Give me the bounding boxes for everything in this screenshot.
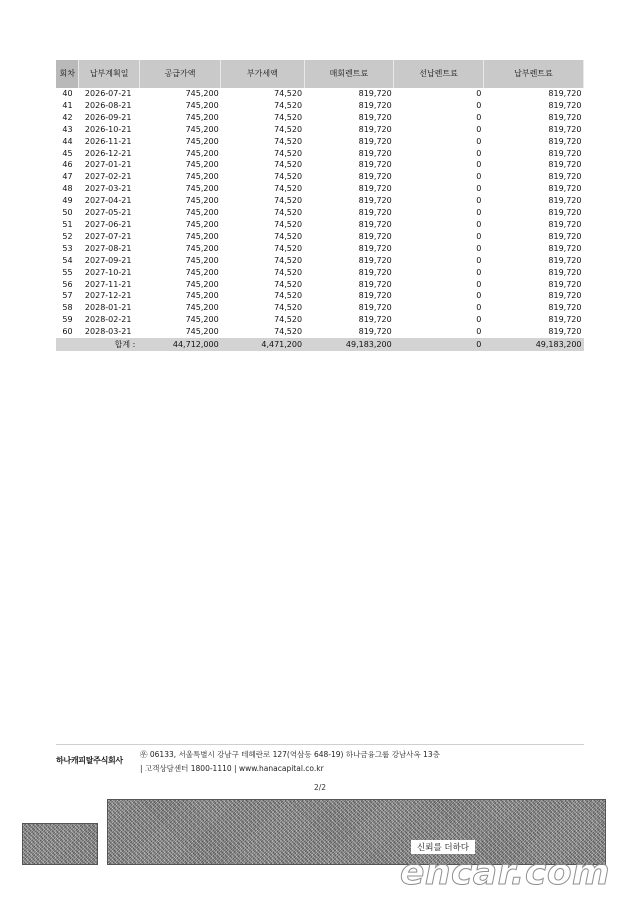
cell-installment: 41 xyxy=(62,100,73,110)
total-prepaid: 0 xyxy=(394,338,484,351)
cell-vat: 74,520 xyxy=(274,124,303,134)
cell-payment: 819,720 xyxy=(548,208,582,218)
cell-due-date: 2027-08-21 xyxy=(84,243,132,253)
cell-installment: 49 xyxy=(62,196,73,206)
cell-prepaid: 0 xyxy=(476,315,482,325)
total-label: 합계 : xyxy=(56,338,139,351)
table-row xyxy=(56,159,584,171)
cell-supply: 745,200 xyxy=(185,89,219,98)
cell-rent: 819,720 xyxy=(358,184,392,194)
cell-due-date: 2027-12-21 xyxy=(84,291,132,301)
cell-payment: 819,720 xyxy=(548,89,582,98)
cell-rent: 819,720 xyxy=(358,327,392,337)
cell-payment: 819,720 xyxy=(548,231,582,241)
cell-due-date: 2028-01-21 xyxy=(84,303,132,313)
cell-payment: 819,720 xyxy=(548,124,582,134)
table-row xyxy=(56,207,584,219)
cell-vat: 74,520 xyxy=(274,291,303,301)
cell-supply: 745,200 xyxy=(185,124,219,134)
cell-rent: 819,720 xyxy=(358,279,392,289)
cell-due-date: 2027-09-21 xyxy=(84,255,132,265)
cell-installment: 58 xyxy=(62,303,73,313)
cell-vat: 74,520 xyxy=(274,267,303,277)
cell-payment: 819,720 xyxy=(548,184,582,194)
cell-payment: 819,720 xyxy=(548,303,582,313)
cell-due-date: 2026-12-21 xyxy=(84,148,132,158)
table-row xyxy=(56,136,584,148)
cell-due-date: 2027-11-21 xyxy=(84,279,132,289)
cell-installment: 60 xyxy=(62,327,73,337)
cell-prepaid: 0 xyxy=(476,148,482,158)
cell-prepaid: 0 xyxy=(476,136,482,146)
cell-rent: 819,720 xyxy=(358,303,392,313)
cell-installment: 53 xyxy=(62,243,73,253)
encar-watermark-logo: encar.com xyxy=(400,852,611,893)
cell-prepaid: 0 xyxy=(476,112,482,122)
cell-due-date: 2026-11-21 xyxy=(84,136,132,146)
cell-payment: 819,720 xyxy=(548,112,582,122)
page-number: 2/2 xyxy=(313,783,327,792)
cell-vat: 74,520 xyxy=(274,327,303,337)
cell-vat: 74,520 xyxy=(274,160,303,170)
cell-supply: 745,200 xyxy=(185,172,219,182)
total-vat: 4,471,200 xyxy=(221,338,304,351)
cell-due-date: 2027-07-21 xyxy=(84,231,132,241)
cell-rent: 819,720 xyxy=(358,112,392,122)
cell-payment: 819,720 xyxy=(548,219,582,229)
cell-payment: 819,720 xyxy=(548,100,582,110)
cell-payment: 819,720 xyxy=(548,148,582,158)
cell-vat: 74,520 xyxy=(274,136,303,146)
cell-due-date: 2026-08-21 xyxy=(84,100,132,110)
cell-payment: 819,720 xyxy=(548,196,582,206)
cell-supply: 745,200 xyxy=(185,160,219,170)
cell-installment: 40 xyxy=(62,89,73,98)
payment-schedule-table xyxy=(56,60,584,351)
cell-rent: 819,720 xyxy=(358,148,392,158)
cell-prepaid: 0 xyxy=(476,172,482,182)
cell-supply: 745,200 xyxy=(185,303,219,313)
cell-due-date: 2028-02-21 xyxy=(84,315,132,325)
cell-prepaid: 0 xyxy=(476,219,482,229)
table-row xyxy=(56,290,584,302)
cell-installment: 56 xyxy=(62,279,73,289)
cell-due-date: 2027-01-21 xyxy=(84,160,132,170)
cell-payment: 819,720 xyxy=(548,291,582,301)
total-supply: 44,712,000 xyxy=(139,338,220,351)
company-name: 하나캐피탈주식회사 xyxy=(56,756,123,765)
cell-rent: 819,720 xyxy=(358,255,392,265)
cell-installment: 46 xyxy=(62,160,73,170)
banner-slogan: 신뢰를 더하다 xyxy=(411,840,475,854)
cell-due-date: 2027-03-21 xyxy=(84,184,132,194)
header-supply-amount: 공급가액 xyxy=(139,60,220,88)
cell-vat: 74,520 xyxy=(274,172,303,182)
cell-rent: 819,720 xyxy=(358,160,392,170)
cell-payment: 819,720 xyxy=(548,327,582,337)
table-row xyxy=(56,183,584,195)
cell-rent: 819,720 xyxy=(358,196,392,206)
cell-installment: 42 xyxy=(62,112,73,122)
cell-installment: 44 xyxy=(62,136,73,146)
table-header-row xyxy=(56,60,584,88)
cell-due-date: 2026-10-21 xyxy=(84,124,132,134)
total-row xyxy=(56,338,584,351)
cell-payment: 819,720 xyxy=(548,279,582,289)
cell-vat: 74,520 xyxy=(274,231,303,241)
cell-rent: 819,720 xyxy=(358,267,392,277)
table-row xyxy=(56,267,584,279)
cell-rent: 819,720 xyxy=(358,124,392,134)
cell-supply: 745,200 xyxy=(185,100,219,110)
cell-supply: 745,200 xyxy=(185,148,219,158)
cell-due-date: 2028-03-21 xyxy=(84,327,132,337)
cell-installment: 47 xyxy=(62,172,73,182)
table-row xyxy=(56,219,584,231)
table-row xyxy=(56,100,584,112)
table-row xyxy=(56,195,584,207)
cell-vat: 74,520 xyxy=(274,243,303,253)
cell-due-date: 2027-05-21 xyxy=(84,208,132,218)
cell-due-date: 2026-09-21 xyxy=(84,112,132,122)
company-address: ㉾ 06133, 서울특별시 강남구 테헤란로 127(역삼동 648-19) 하나금융그룹 강남사옥 13층 xyxy=(140,750,440,759)
cell-vat: 74,520 xyxy=(274,255,303,265)
header-rent-per-installment: 매회렌트료 xyxy=(304,60,394,88)
cell-due-date: 2026-07-21 xyxy=(84,89,132,98)
cell-rent: 819,720 xyxy=(358,243,392,253)
total-rent: 49,183,200 xyxy=(304,338,394,351)
cell-supply: 745,200 xyxy=(185,231,219,241)
cell-rent: 819,720 xyxy=(358,172,392,182)
table-row xyxy=(56,279,584,291)
table-row xyxy=(56,326,584,338)
table-row xyxy=(56,171,584,183)
cell-installment: 51 xyxy=(62,219,73,229)
table-row xyxy=(56,231,584,243)
cell-rent: 819,720 xyxy=(358,136,392,146)
cell-vat: 74,520 xyxy=(274,315,303,325)
cell-payment: 819,720 xyxy=(548,243,582,253)
cell-vat: 74,520 xyxy=(274,196,303,206)
cell-installment: 45 xyxy=(62,148,73,158)
cell-due-date: 2027-02-21 xyxy=(84,172,132,182)
table-row xyxy=(56,243,584,255)
cell-due-date: 2027-06-21 xyxy=(84,219,132,229)
cell-vat: 74,520 xyxy=(274,184,303,194)
cell-installment: 54 xyxy=(62,255,73,265)
cell-supply: 745,200 xyxy=(185,112,219,122)
cell-prepaid: 0 xyxy=(476,267,482,277)
cell-prepaid: 0 xyxy=(476,184,482,194)
cell-prepaid: 0 xyxy=(476,327,482,337)
cell-prepaid: 0 xyxy=(476,89,482,98)
table-row xyxy=(56,255,584,267)
table-body xyxy=(56,88,584,338)
cell-installment: 43 xyxy=(62,124,73,134)
cell-supply: 745,200 xyxy=(185,243,219,253)
cell-installment: 48 xyxy=(62,184,73,194)
cell-prepaid: 0 xyxy=(476,303,482,313)
table-row xyxy=(56,88,584,100)
cell-supply: 745,200 xyxy=(185,315,219,325)
cell-rent: 819,720 xyxy=(358,315,392,325)
redacted-stamp-image xyxy=(22,823,98,865)
company-contact: | 고객상담센터 1800-1110 | www.hanacapital.co.kr xyxy=(140,764,324,773)
cell-vat: 74,520 xyxy=(274,112,303,122)
header-vat: 부가세액 xyxy=(221,60,304,88)
cell-prepaid: 0 xyxy=(476,243,482,253)
header-payment-rent: 납부렌트료 xyxy=(483,60,583,88)
cell-rent: 819,720 xyxy=(358,291,392,301)
cell-installment: 57 xyxy=(62,291,73,301)
table-row xyxy=(56,302,584,314)
cell-prepaid: 0 xyxy=(476,124,482,134)
cell-vat: 74,520 xyxy=(274,303,303,313)
cell-payment: 819,720 xyxy=(548,255,582,265)
cell-supply: 745,200 xyxy=(185,219,219,229)
cell-supply: 745,200 xyxy=(185,327,219,337)
cell-prepaid: 0 xyxy=(476,208,482,218)
cell-vat: 74,520 xyxy=(274,219,303,229)
cell-payment: 819,720 xyxy=(548,315,582,325)
cell-supply: 745,200 xyxy=(185,255,219,265)
table-row xyxy=(56,112,584,124)
cell-supply: 745,200 xyxy=(185,196,219,206)
cell-payment: 819,720 xyxy=(548,136,582,146)
table-row xyxy=(56,314,584,326)
table-row xyxy=(56,124,584,136)
header-due-date: 납부계획일 xyxy=(79,60,139,88)
table-row xyxy=(56,148,584,160)
cell-vat: 74,520 xyxy=(274,148,303,158)
cell-supply: 745,200 xyxy=(185,291,219,301)
cell-rent: 819,720 xyxy=(358,219,392,229)
cell-prepaid: 0 xyxy=(476,160,482,170)
cell-rent: 819,720 xyxy=(358,208,392,218)
cell-due-date: 2027-10-21 xyxy=(84,267,132,277)
cell-prepaid: 0 xyxy=(476,279,482,289)
cell-supply: 745,200 xyxy=(185,184,219,194)
cell-installment: 52 xyxy=(62,231,73,241)
header-installment: 회차 xyxy=(56,60,79,88)
cell-vat: 74,520 xyxy=(274,208,303,218)
cell-supply: 745,200 xyxy=(185,279,219,289)
cell-prepaid: 0 xyxy=(476,255,482,265)
cell-supply: 745,200 xyxy=(185,208,219,218)
footer-divider xyxy=(56,744,584,745)
cell-supply: 745,200 xyxy=(185,136,219,146)
cell-prepaid: 0 xyxy=(476,231,482,241)
cell-rent: 819,720 xyxy=(358,231,392,241)
cell-vat: 74,520 xyxy=(274,100,303,110)
cell-vat: 74,520 xyxy=(274,279,303,289)
cell-prepaid: 0 xyxy=(476,291,482,301)
cell-payment: 819,720 xyxy=(548,172,582,182)
cell-prepaid: 0 xyxy=(476,100,482,110)
cell-prepaid: 0 xyxy=(476,196,482,206)
cell-installment: 55 xyxy=(62,267,73,277)
cell-payment: 819,720 xyxy=(548,267,582,277)
cell-rent: 819,720 xyxy=(358,89,392,98)
cell-vat: 74,520 xyxy=(274,89,303,98)
header-prepaid-rent: 선납렌트료 xyxy=(394,60,484,88)
cell-supply: 745,200 xyxy=(185,267,219,277)
cell-installment: 59 xyxy=(62,315,73,325)
cell-due-date: 2027-04-21 xyxy=(84,196,132,206)
cell-installment: 50 xyxy=(62,208,73,218)
total-payment: 49,183,200 xyxy=(483,338,583,351)
cell-payment: 819,720 xyxy=(548,160,582,170)
cell-rent: 819,720 xyxy=(358,100,392,110)
